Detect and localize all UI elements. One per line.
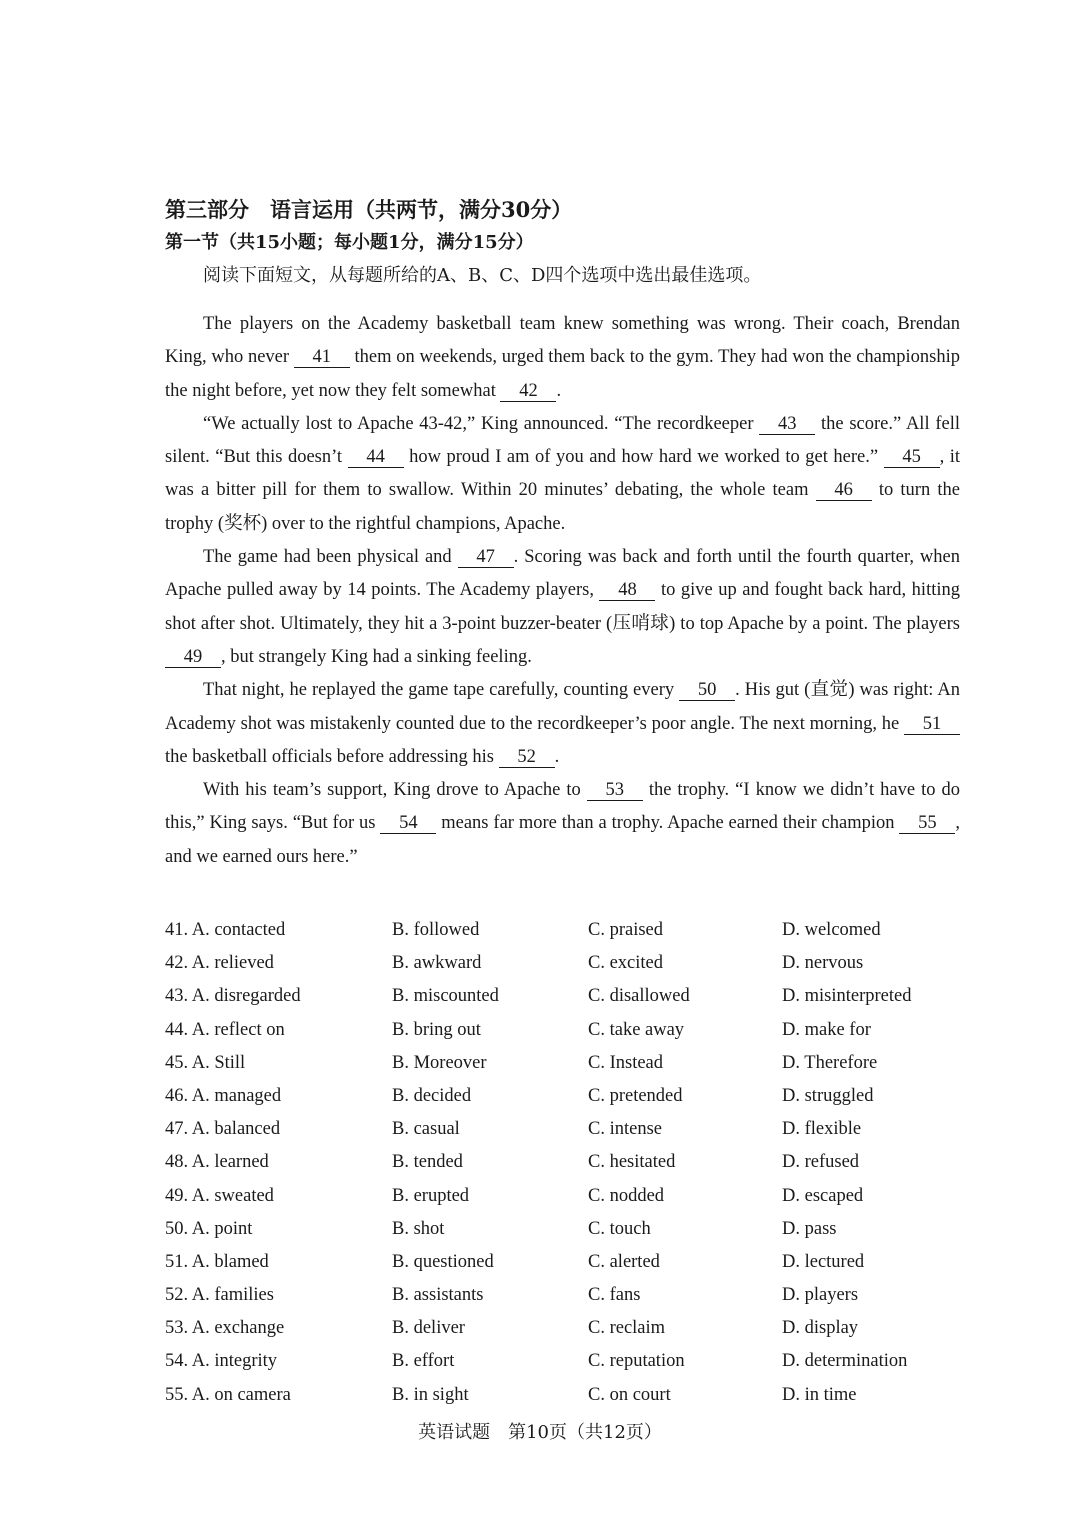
passage-paragraph xyxy=(165,408,960,541)
option-c: C. reclaim xyxy=(588,1318,666,1339)
question-number: 53. xyxy=(165,1318,189,1339)
option-d: D. misinterpreted xyxy=(782,986,912,1007)
option-b: B. shot xyxy=(392,1218,445,1239)
option-a-text: A. balanced xyxy=(191,1119,281,1140)
option-b: B. miscounted xyxy=(392,986,499,1007)
question-number: 41. xyxy=(165,920,189,941)
blank-53: 53 xyxy=(587,780,643,801)
subsection-title: 第一节（共15小题；每小题1分，满分15分） xyxy=(165,232,534,253)
page-footer: 英语试题 第10页（共12页） xyxy=(418,1422,662,1443)
option-b: B. awkward xyxy=(392,953,482,974)
passage-text: the trophy. “I know we didn’t have to do this,” King says. “But for us xyxy=(165,780,961,834)
option-c: C. touch xyxy=(588,1218,651,1239)
option-c: C. fans xyxy=(588,1285,641,1306)
passage-text: The game had been physical and xyxy=(203,547,458,568)
option-d: D. escaped xyxy=(782,1185,864,1206)
exam-content xyxy=(165,194,960,1412)
option-a xyxy=(165,1146,269,1179)
option-b: B. assistants xyxy=(392,1285,484,1306)
passage-text: That night, he replayed the game tape carefully, counting every xyxy=(203,680,680,701)
option-c: C. take away xyxy=(588,1019,685,1040)
blank-43: 43 xyxy=(759,414,815,435)
question-number: 48. xyxy=(165,1152,189,1173)
option-a-text: A. blamed xyxy=(191,1251,269,1272)
option-d: D. Therefore xyxy=(782,1052,878,1073)
question-row xyxy=(165,1312,960,1345)
option-a xyxy=(165,1379,291,1412)
passage-text: . Scoring was back and forth until the fourth quarter, when Apache pulled away by 14 points. The Academy players, xyxy=(165,547,960,601)
option-d: D. players xyxy=(782,1285,859,1306)
question-row xyxy=(165,1345,960,1378)
question-row xyxy=(165,1246,960,1279)
option-a-text: A. point xyxy=(191,1218,253,1239)
option-c: C. alerted xyxy=(588,1251,660,1272)
option-a-text: A. sweated xyxy=(191,1185,274,1206)
instruction: 阅读下面短文，从每题所给的A、B、C、D四个选项中选出最佳选项。 xyxy=(203,265,762,286)
option-c: C. excited xyxy=(588,953,664,974)
option-d: D. refused xyxy=(782,1152,860,1173)
question-row xyxy=(165,1146,960,1179)
passage-text: With his team’s support, King drove to Apache to xyxy=(203,780,587,801)
option-c: C. nodded xyxy=(588,1185,665,1206)
option-b: B. tended xyxy=(392,1152,463,1173)
option-a xyxy=(165,1180,274,1213)
option-b: B. decided xyxy=(392,1085,472,1106)
passage-paragraph xyxy=(165,774,960,874)
option-c: C. disallowed xyxy=(588,986,690,1007)
passage-text: how proud I am of you and how hard we worked to get here.” xyxy=(403,447,884,468)
option-a-text: A. contacted xyxy=(191,920,286,941)
option-a-text: A. on camera xyxy=(191,1384,291,1405)
blank-42: 42 xyxy=(500,381,556,402)
blank-41: 41 xyxy=(294,347,350,368)
question-number: 51. xyxy=(165,1251,189,1272)
option-a xyxy=(165,1246,269,1279)
option-d: D. in time xyxy=(782,1384,857,1405)
option-b: B. bring out xyxy=(392,1019,481,1040)
passage-text: the score.” All fell silent. “But this doesn’t xyxy=(165,413,960,468)
question-number: 43. xyxy=(165,986,189,1007)
blank-51: 51 xyxy=(904,714,960,735)
blank-55: 55 xyxy=(899,813,955,834)
question-row xyxy=(165,1279,960,1312)
option-c: C. intense xyxy=(588,1119,662,1140)
answer-options xyxy=(165,914,960,1412)
option-d: D. nervous xyxy=(782,953,864,974)
option-b: B. followed xyxy=(392,920,480,941)
option-a-text: A. Still xyxy=(191,1052,246,1073)
blank-45: 45 xyxy=(884,447,940,468)
passage-text: . His gut (直觉) was right: An Academy shot was mistakenly counted due to the recordkeeper’s poor angle. The next morning, he xyxy=(165,680,960,734)
question-row xyxy=(165,1379,960,1412)
blank-44: 44 xyxy=(348,447,404,468)
passage-text: , but strangely King had a sinking feeling. xyxy=(221,646,532,667)
question-number: 50. xyxy=(165,1218,189,1239)
option-a xyxy=(165,1312,284,1345)
option-d: D. make for xyxy=(782,1019,871,1040)
passage-text: them on weekends, urged them back to the gym. They had won the championship the night before, yet now they felt somewhat xyxy=(165,347,960,401)
question-number: 46. xyxy=(165,1085,189,1106)
question-number: 49. xyxy=(165,1185,189,1206)
option-c: C. praised xyxy=(588,920,664,941)
passage-paragraph xyxy=(165,308,960,408)
passage-text: to turn the trophy (奖杯) over to the rightful champions, Apache. xyxy=(165,480,960,534)
option-d: D. pass xyxy=(782,1218,837,1239)
option-c: C. pretended xyxy=(588,1085,683,1106)
option-a-text: A. relieved xyxy=(191,953,274,974)
question-number: 44. xyxy=(165,1019,189,1040)
option-a-text: A. disregarded xyxy=(191,986,301,1007)
option-a xyxy=(165,1113,280,1146)
blank-50: 50 xyxy=(679,680,735,701)
option-d: D. display xyxy=(782,1318,859,1339)
option-b: B. erupted xyxy=(392,1185,470,1206)
question-number: 54. xyxy=(165,1351,189,1372)
passage-paragraph xyxy=(165,674,960,774)
blank-52: 52 xyxy=(499,747,555,768)
passage-paragraph xyxy=(165,541,960,674)
section-title: 第三部分 语言运用（共两节，满分30分） xyxy=(165,197,573,222)
blank-48: 48 xyxy=(599,580,655,601)
passage-text: to give up and fought back hard, hitting shot after shot. Ultimately, they hit a 3-point buzzer-beater (压哨球) to top Apache by a point. The players xyxy=(165,580,960,634)
option-a-text: A. reflect on xyxy=(191,1019,285,1040)
question-row xyxy=(165,1014,960,1047)
blank-54: 54 xyxy=(380,813,436,834)
option-a-text: A. integrity xyxy=(191,1351,278,1372)
blank-49: 49 xyxy=(165,647,221,668)
option-c: C. reputation xyxy=(588,1351,685,1372)
question-row xyxy=(165,947,960,980)
option-a-text: A. learned xyxy=(191,1152,269,1173)
option-a xyxy=(165,1345,277,1378)
option-b: B. casual xyxy=(392,1119,460,1140)
passage-text: means far more than a trophy. Apache earned their champion xyxy=(436,813,900,834)
question-number: 45. xyxy=(165,1052,189,1073)
option-b: B. deliver xyxy=(392,1318,465,1339)
option-b: B. Moreover xyxy=(392,1052,487,1073)
option-a-text: A. exchange xyxy=(191,1318,285,1339)
question-row xyxy=(165,980,960,1013)
question-number: 42. xyxy=(165,953,189,974)
question-row xyxy=(165,1213,960,1246)
passage-text: the basketball officials before addressing his xyxy=(165,746,499,767)
option-a xyxy=(165,1014,285,1047)
passage-text: . xyxy=(554,746,560,767)
blank-47: 47 xyxy=(458,547,514,568)
option-a xyxy=(165,1279,274,1312)
option-c: C. Instead xyxy=(588,1052,664,1073)
passage-text: , and we earned ours here.” xyxy=(165,813,960,867)
option-a-text: A. families xyxy=(191,1285,274,1306)
question-number: 47. xyxy=(165,1119,189,1140)
option-a xyxy=(165,914,285,947)
question-row xyxy=(165,1047,960,1080)
passage-text: “We actually lost to Apache 43-42,” King announced. “The recordkeeper xyxy=(203,413,760,434)
passage-text: The players on the Academy basketball team knew something was wrong. Their coach, Brendan King, who never xyxy=(165,314,960,368)
blank-46: 46 xyxy=(816,480,872,501)
option-d: D. welcomed xyxy=(782,920,881,941)
option-b: B. in sight xyxy=(392,1384,469,1405)
question-row xyxy=(165,1113,960,1146)
option-b: B. effort xyxy=(392,1351,455,1372)
option-a xyxy=(165,947,274,980)
question-number: 52. xyxy=(165,1285,189,1306)
option-a xyxy=(165,1213,252,1246)
option-a xyxy=(165,980,301,1013)
option-c: C. hesitated xyxy=(588,1152,676,1173)
option-b: B. questioned xyxy=(392,1251,494,1272)
option-d: D. lectured xyxy=(782,1251,865,1272)
option-d: D. struggled xyxy=(782,1085,874,1106)
passage-text: , it was a bitter pill for them to swallow. Within 20 minutes’ debating, the whole team xyxy=(165,447,960,501)
passage-text: . xyxy=(556,380,562,401)
option-d: D. flexible xyxy=(782,1119,862,1140)
option-a xyxy=(165,1047,245,1080)
option-c: C. on court xyxy=(588,1384,671,1405)
question-number: 55. xyxy=(165,1384,189,1405)
question-row xyxy=(165,914,960,947)
question-row xyxy=(165,1180,960,1213)
option-d: D. determination xyxy=(782,1351,908,1372)
option-a-text: A. managed xyxy=(191,1085,282,1106)
cloze-passage xyxy=(165,308,960,874)
question-row xyxy=(165,1080,960,1113)
option-a xyxy=(165,1080,281,1113)
